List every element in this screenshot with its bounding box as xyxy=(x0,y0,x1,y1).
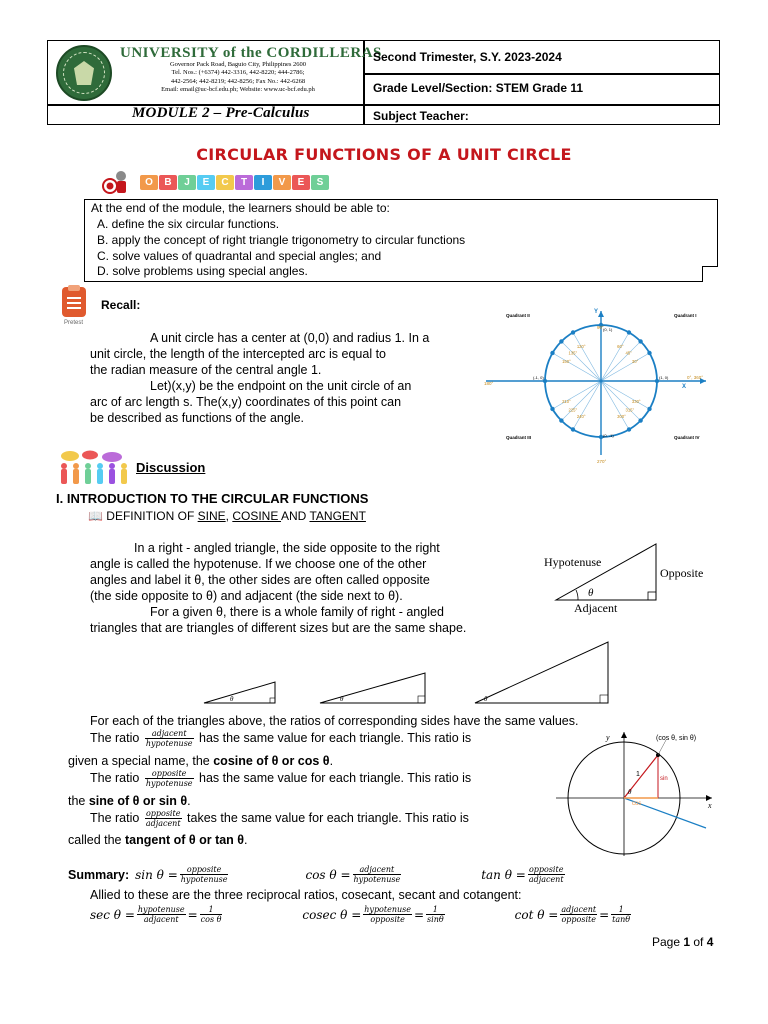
university-address: Governor Pack Road, Baguio City, Philippines 2600 Tel. Nos.: (+6374) 442-3316, 442-8220; 444-2786; 442-2564; 442-8219; 442-8256; Fax No.: 442-6268 Email: email@uc-bcf.edu.ph; Website: www.uc-bcf.edu.ph xyxy=(161,61,315,93)
angle-label: 270° xyxy=(597,459,607,464)
banner-letter: V xyxy=(273,175,291,190)
angle-label: 120° xyxy=(576,344,586,350)
recall-line: arc of arc length s. The(x,y) coordinates of this point can xyxy=(90,395,402,409)
unit-circle-point xyxy=(647,407,651,411)
discussion-line: angle is called the hypotenuse. If we choose one of the other xyxy=(90,557,427,571)
angle-label: 150° xyxy=(562,358,571,364)
svg-text:θ: θ xyxy=(230,695,234,703)
recall-line: A unit circle has a center at (0,0) and radius 1. In a xyxy=(150,331,430,345)
radial-line xyxy=(601,333,629,381)
fraction: $\frac{\text{adjacent}}{\text{hypotenuse}}$ xyxy=(353,865,401,884)
section-heading: I. INTRODUCTION TO THE CIRCULAR FUNCTIONS xyxy=(56,491,369,506)
unit-circle-cos-sin-figure xyxy=(556,728,732,858)
sin-definition-line: the sine of θ or sin θ. xyxy=(68,794,191,808)
quadrant-label: Quadrant III xyxy=(506,435,532,440)
angle-label: 240° xyxy=(576,413,586,419)
angle-label: 60° xyxy=(617,344,624,350)
objective-item: B. apply the concept of right triangle trigonometry to circular functions xyxy=(97,233,466,247)
unit-circle-point xyxy=(559,418,563,422)
fraction: $\frac{\text{adjacent}}{\text{opposite}}$ xyxy=(561,905,597,924)
objective-item: C. solve values of quadrantal and special angles; and xyxy=(97,249,382,263)
theta-label: θ xyxy=(588,587,594,599)
objectives-intro: At the end of the module, the learners should be able to: xyxy=(91,201,390,215)
allied-line: Allied to these are the three reciprocal ratios, cosecant, secant and cotangent: xyxy=(90,888,522,902)
banner-letter: S xyxy=(311,175,329,190)
quadrant-label: Quadrant II xyxy=(506,313,530,318)
discussion-line: In a right - angled triangle, the side opposite to the right xyxy=(134,541,440,555)
recall-line: the radian measure of the central angle 1. xyxy=(90,363,322,377)
page-number: Page 1 of 4 xyxy=(652,935,714,949)
cos-definition-line: given a special name, the cosine of θ or cos θ. xyxy=(68,754,334,768)
axis-label: Y xyxy=(594,309,599,315)
y-axis-label: y xyxy=(606,733,610,742)
sin-ratio-line: The ratio $\frac{\text{opposite}}{\text{hypotenuse}}$ has the same value for each triangle. This ratio is xyxy=(90,769,472,788)
angle-label: 0°, 360° xyxy=(687,375,704,380)
point-label: (0, 1) xyxy=(603,327,613,332)
unit-circle-point xyxy=(647,351,651,355)
page-title: CIRCULAR FUNCTIONS OF A UNIT CIRCLE xyxy=(196,145,572,164)
recall-label: Recall: xyxy=(101,298,141,312)
banner-letter: E xyxy=(197,175,215,190)
unit-circle-point xyxy=(559,339,563,343)
angle-label: 330° xyxy=(631,399,641,405)
fraction: $\frac{1}{\tan\theta}$ xyxy=(612,905,631,924)
discussion-line: triangles that are triangles of different sizes but are the same shape. xyxy=(90,621,467,635)
fraction: $\frac{1}{\sin\theta}$ xyxy=(427,905,444,924)
radial-line xyxy=(601,381,629,429)
angle-label: 135° xyxy=(568,350,578,356)
svg-text:θ: θ xyxy=(340,695,344,703)
banner-letter: E xyxy=(292,175,310,190)
radial-line xyxy=(601,381,649,409)
radial-line xyxy=(573,333,601,381)
university-seal-logo xyxy=(56,45,112,101)
adjacent-label: Adjacent xyxy=(574,601,618,615)
axis-label: X xyxy=(682,384,687,390)
radial-line xyxy=(553,353,601,381)
unit-circle-point xyxy=(550,407,554,411)
fraction: $\frac{\text{opposite}}{\text{hypotenuse}}$ xyxy=(145,769,193,788)
cos-ratio-line: The ratio $\frac{\text{adjacent}}{\text{hypotenuse}}$ has the same value for each triangle. This ratio is xyxy=(90,729,472,748)
svg-text:θ: θ xyxy=(484,695,488,703)
banner-letter: C xyxy=(216,175,234,190)
university-name: UNIVERSITY of the CORDILLERAS xyxy=(120,45,382,61)
angle-label: 315° xyxy=(625,407,635,413)
subject-teacher-label: Subject Teacher: xyxy=(373,109,469,123)
angle-label: 90° xyxy=(597,325,604,330)
unit-circle-point xyxy=(627,427,631,431)
book-icon: 📖 xyxy=(88,509,103,523)
objectives-box xyxy=(84,199,718,282)
divider xyxy=(363,73,719,75)
radial-line xyxy=(553,381,601,409)
angle-label: 30° xyxy=(631,358,639,364)
discussion-label: Discussion xyxy=(136,460,206,475)
hypotenuse-label: Hypotenuse xyxy=(544,555,602,569)
objective-item: A. define the six circular functions. xyxy=(97,217,280,231)
point-label: (-1, 0) xyxy=(533,375,544,380)
discussion-line: angles and label it θ, the other sides are often called opposite xyxy=(90,573,430,587)
angle-label: 180° xyxy=(484,381,494,386)
unit-circle-point xyxy=(571,427,575,431)
fraction: $\frac{\text{opposite}}{\text{adjacent}}$ xyxy=(528,865,564,884)
fraction: $\frac{1}{\text{cos θ}}$ xyxy=(200,905,222,924)
radial-line xyxy=(601,353,649,381)
fraction: $\frac{\text{adjacent}}{\text{hypotenuse}}$ xyxy=(145,729,193,748)
grade-level-label: Grade Level/Section: STEM Grade 11 xyxy=(373,81,584,95)
tan-definition-line: called the tangent of θ or tan θ. xyxy=(68,833,248,847)
angle-label: 225° xyxy=(568,407,578,413)
point-label: (0, -1) xyxy=(603,433,614,438)
summary-line: Summary: sin θ = $\frac{\text{opposite}}{\text{hypotenuse}}$ cos θ = $\frac{\text{adjacent}}{\text{hypotenuse}}$ tan θ = $\frac{\text{opposite}}{\text{adjacent}}$ xyxy=(68,865,564,884)
x-axis-label: x xyxy=(708,801,712,810)
trimester-label: Second Trimester, S.Y. 2023-2024 xyxy=(373,50,562,64)
tan-ratio-line: The ratio $\frac{\text{opposite}}{\text{adjacent}}$ takes the same value for each triangle. This ratio is xyxy=(90,809,469,828)
fraction: $\frac{\text{hypotenuse}}{\text{adjacent}}$ xyxy=(137,905,185,924)
unit-circle-point xyxy=(550,351,554,355)
banner-letter: O xyxy=(140,175,158,190)
point-label: (1, 0) xyxy=(659,375,669,380)
banner-letter: J xyxy=(178,175,196,190)
fraction: $\frac{\text{opposite}}{\text{adjacent}}$ xyxy=(145,809,181,828)
clipboard-icon xyxy=(62,287,86,317)
unit-circle-point xyxy=(638,418,642,422)
reciprocal-line: sec θ = $\frac{\text{hypotenuse}}{\text{adjacent}}$ = $\frac{1}{\text{cos θ}}$ cosec θ = $\frac{\text{hypotenuse}}{\text{opposite}}$ = $\frac{1}{\sin\theta}$ cot θ = $\frac{\text{adjacent}}{\text{opposite}}$ = $\frac{1}{\tan\theta}$ xyxy=(90,905,631,924)
fraction: $\frac{\text{hypotenuse}}{\text{opposite}}$ xyxy=(364,905,411,924)
labelled-right-triangle xyxy=(536,542,722,616)
cos-label: cos xyxy=(632,801,642,807)
fraction: $\frac{\text{opposite}}{\text{hypotenuse}}$ xyxy=(180,865,228,884)
opposite-label: Opposite xyxy=(660,566,704,580)
unit-circle-diagram xyxy=(484,305,718,465)
recall-line: unit circle, the length of the intercepted arc is equal to xyxy=(90,347,387,361)
objective-item: D. solve problems using special angles. xyxy=(97,264,308,278)
recall-line: Let)(x,y) be the endpoint on the unit circle of an xyxy=(150,379,412,393)
quadrant-label: Quadrant IV xyxy=(674,435,700,440)
sin-label: sin xyxy=(660,776,668,782)
banner-letter: B xyxy=(159,175,177,190)
subsection-heading: 📖 DEFINITION OF SINE, COSINE AND TANGENT xyxy=(88,509,366,523)
quadrant-label: Quadrant I xyxy=(674,313,697,318)
banner-letter: T xyxy=(235,175,253,190)
angle-label: 45° xyxy=(625,350,632,356)
discussion-line: (the side opposite to θ) and adjacent (the side next to θ). xyxy=(90,589,403,603)
page-fold-corner xyxy=(702,266,718,282)
radial-line xyxy=(573,381,601,429)
ratios-intro: For each of the triangles above, the ratios of corresponding sides have the same values. xyxy=(90,714,579,728)
angle-label: 300° xyxy=(617,413,626,419)
theta-label: θ xyxy=(628,788,632,796)
similar-triangles-figure xyxy=(200,638,620,708)
radius-label: 1 xyxy=(636,771,640,778)
angle-label: 210° xyxy=(562,399,571,405)
unit-circle-point xyxy=(638,339,642,343)
discussion-line: For a given θ, there is a whole family of right - angled xyxy=(150,605,444,619)
group-people-icon xyxy=(56,450,130,486)
recall-line: be described as functions of the angle. xyxy=(90,411,305,425)
module-title: MODULE 2 – Pre-Calculus xyxy=(132,105,310,121)
unit-circle-point xyxy=(571,330,575,334)
banner-letter: I xyxy=(254,175,272,190)
header-table xyxy=(47,40,720,125)
unit-circle-point xyxy=(627,330,631,334)
objectives-banner xyxy=(140,175,329,190)
point-label: (cos θ, sin θ) xyxy=(656,735,697,742)
pretest-caption: Pretest xyxy=(64,320,84,326)
target-icon xyxy=(102,168,130,196)
